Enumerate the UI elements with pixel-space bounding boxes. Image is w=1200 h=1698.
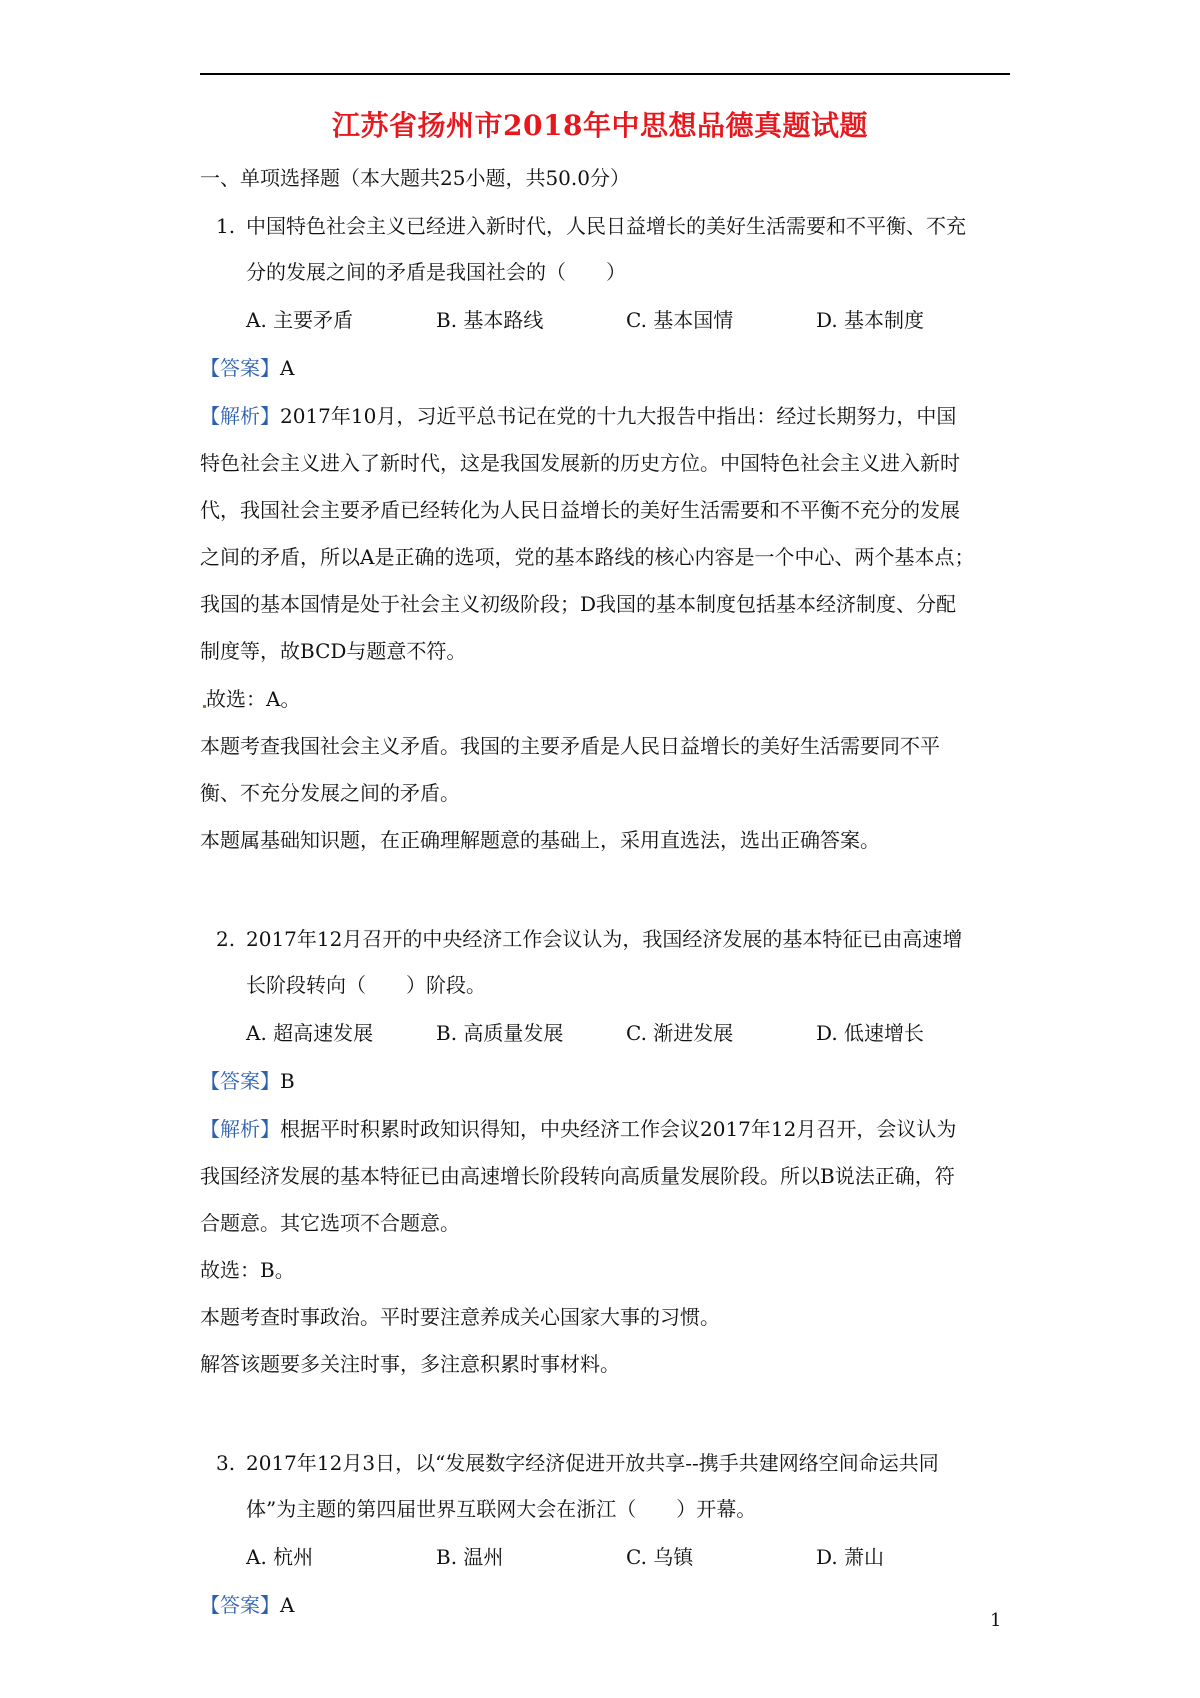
q2-option-c: C. 渐进发展 <box>626 1021 734 1045</box>
q1-option-a: A. 主要矛盾 <box>246 308 354 332</box>
q2-option-d: D. 低速增长 <box>816 1021 925 1045</box>
q2-answer-value: B <box>280 1069 295 1093</box>
q1-number: 1. <box>216 214 236 238</box>
q1-option-d: D. 基本制度 <box>816 308 925 332</box>
q3-number: 3. <box>216 1451 236 1475</box>
q3-option-d: D. 萧山 <box>816 1545 885 1569</box>
analysis-label: 【解析】 <box>200 1117 280 1141</box>
page-number: 1 <box>990 1610 1002 1631</box>
q2-option-a: A. 超高速发展 <box>246 1021 374 1045</box>
q3-stem-line-2: 体”为主题的第四届世界互联网大会在浙江（ ）开幕。 <box>246 1497 757 1521</box>
q3-option-b: B. 温州 <box>436 1545 504 1569</box>
q2-number: 2. <box>216 927 236 951</box>
q2-note-line-1: 本题考查时事政治。平时要注意养成关心国家大事的习惯。 <box>200 1305 720 1329</box>
q1-choice: 故选：A。 <box>206 687 301 711</box>
q3-option-a: A. 杭州 <box>246 1545 314 1569</box>
q2-answer <box>200 1067 295 1095</box>
section-heading: 一、单项选择题（本大题共25小题，共50.0分） <box>200 166 630 190</box>
q3-option-c: C. 乌镇 <box>626 1545 694 1569</box>
q1-analysis-text-1: 2017年10月，习近平总书记在党的十九大报告中指出：经过长期努力，中国 <box>280 404 957 428</box>
q1-analysis-line-2: 特色社会主义进入了新时代，这是我国发展新的历史方位。中国特色社会主义进入新时 <box>200 451 960 475</box>
q3-stem-line-1: 2017年12月3日，以“发展数字经济促进开放共享--携手共建网络空间命运共同 <box>246 1451 939 1475</box>
q1-analysis-line-6: 制度等，故BCD与题意不符。 <box>200 639 467 663</box>
q1-analysis-line-5: 我国的基本国情是处于社会主义初级阶段；D我国的基本制度包括基本经济制度、分配 <box>200 592 957 616</box>
q2-analysis-text-1: 根据平时积累时政知识得知，中央经济工作会议2017年12月召开，会议认为 <box>280 1117 957 1141</box>
analysis-label: 【解析】 <box>200 404 280 428</box>
q2-option-b: B. 高质量发展 <box>436 1021 564 1045</box>
q1-answer <box>200 354 294 382</box>
q2-choice: 故选：B。 <box>200 1258 295 1282</box>
q1-analysis-line-3: 代，我国社会主要矛盾已经转化为人民日益增长的美好生活需要和不平衡不充分的发展 <box>200 498 960 522</box>
q1-stem-line-1: 中国特色社会主义已经进入新时代，人民日益增长的美好生活需要和不平衡、不充 <box>246 214 966 238</box>
q1-stem-line-2: 分的发展之间的矛盾是我国社会的（ ） <box>246 260 626 284</box>
q1-option-b: B. 基本路线 <box>436 308 544 332</box>
answer-label: 【答案】 <box>200 1593 280 1617</box>
q2-stem-line-1: 2017年12月召开的中央经济工作会议认为，我国经济发展的基本特征已由高速增 <box>246 927 963 951</box>
q1-note-line-1: 本题考查我国社会主义矛盾。我国的主要矛盾是人民日益增长的美好生活需要同不平 <box>200 734 940 758</box>
q3-answer-value: A <box>280 1593 295 1617</box>
answer-label: 【答案】 <box>200 1069 280 1093</box>
q2-stem-line-2: 长阶段转向（ ）阶段。 <box>246 973 486 997</box>
q2-analysis-line-3: 合题意。其它选项不合题意。 <box>200 1211 460 1235</box>
answer-label: 【答案】 <box>200 356 280 380</box>
q1-answer-value: A <box>280 356 295 380</box>
q1-analysis-line-1 <box>200 402 956 430</box>
q1-note-line-3: 本题属基础知识题，在正确理解题意的基础上，采用直选法，选出正确答案。 <box>200 828 880 852</box>
q1-analysis-line-4: 之间的矛盾，所以A是正确的选项，党的基本路线的核心内容是一个中心、两个基本点； <box>200 545 975 569</box>
q2-analysis-line-1 <box>200 1115 956 1143</box>
q2-analysis-line-2: 我国经济发展的基本特征已由高速增长阶段转向高质量发展阶段。所以B说法正确，符 <box>200 1164 955 1188</box>
q1-note-line-2: 衡、不充分发展之间的矛盾。 <box>200 781 460 805</box>
header-rule <box>200 73 1010 75</box>
q1-option-c: C. 基本国情 <box>626 308 734 332</box>
page-title: 江苏省扬州市2018年中思想品德真题试题 <box>332 109 868 142</box>
q3-answer <box>200 1591 294 1619</box>
q2-note-line-2: 解答该题要多关注时事，多注意积累时事材料。 <box>200 1352 620 1376</box>
